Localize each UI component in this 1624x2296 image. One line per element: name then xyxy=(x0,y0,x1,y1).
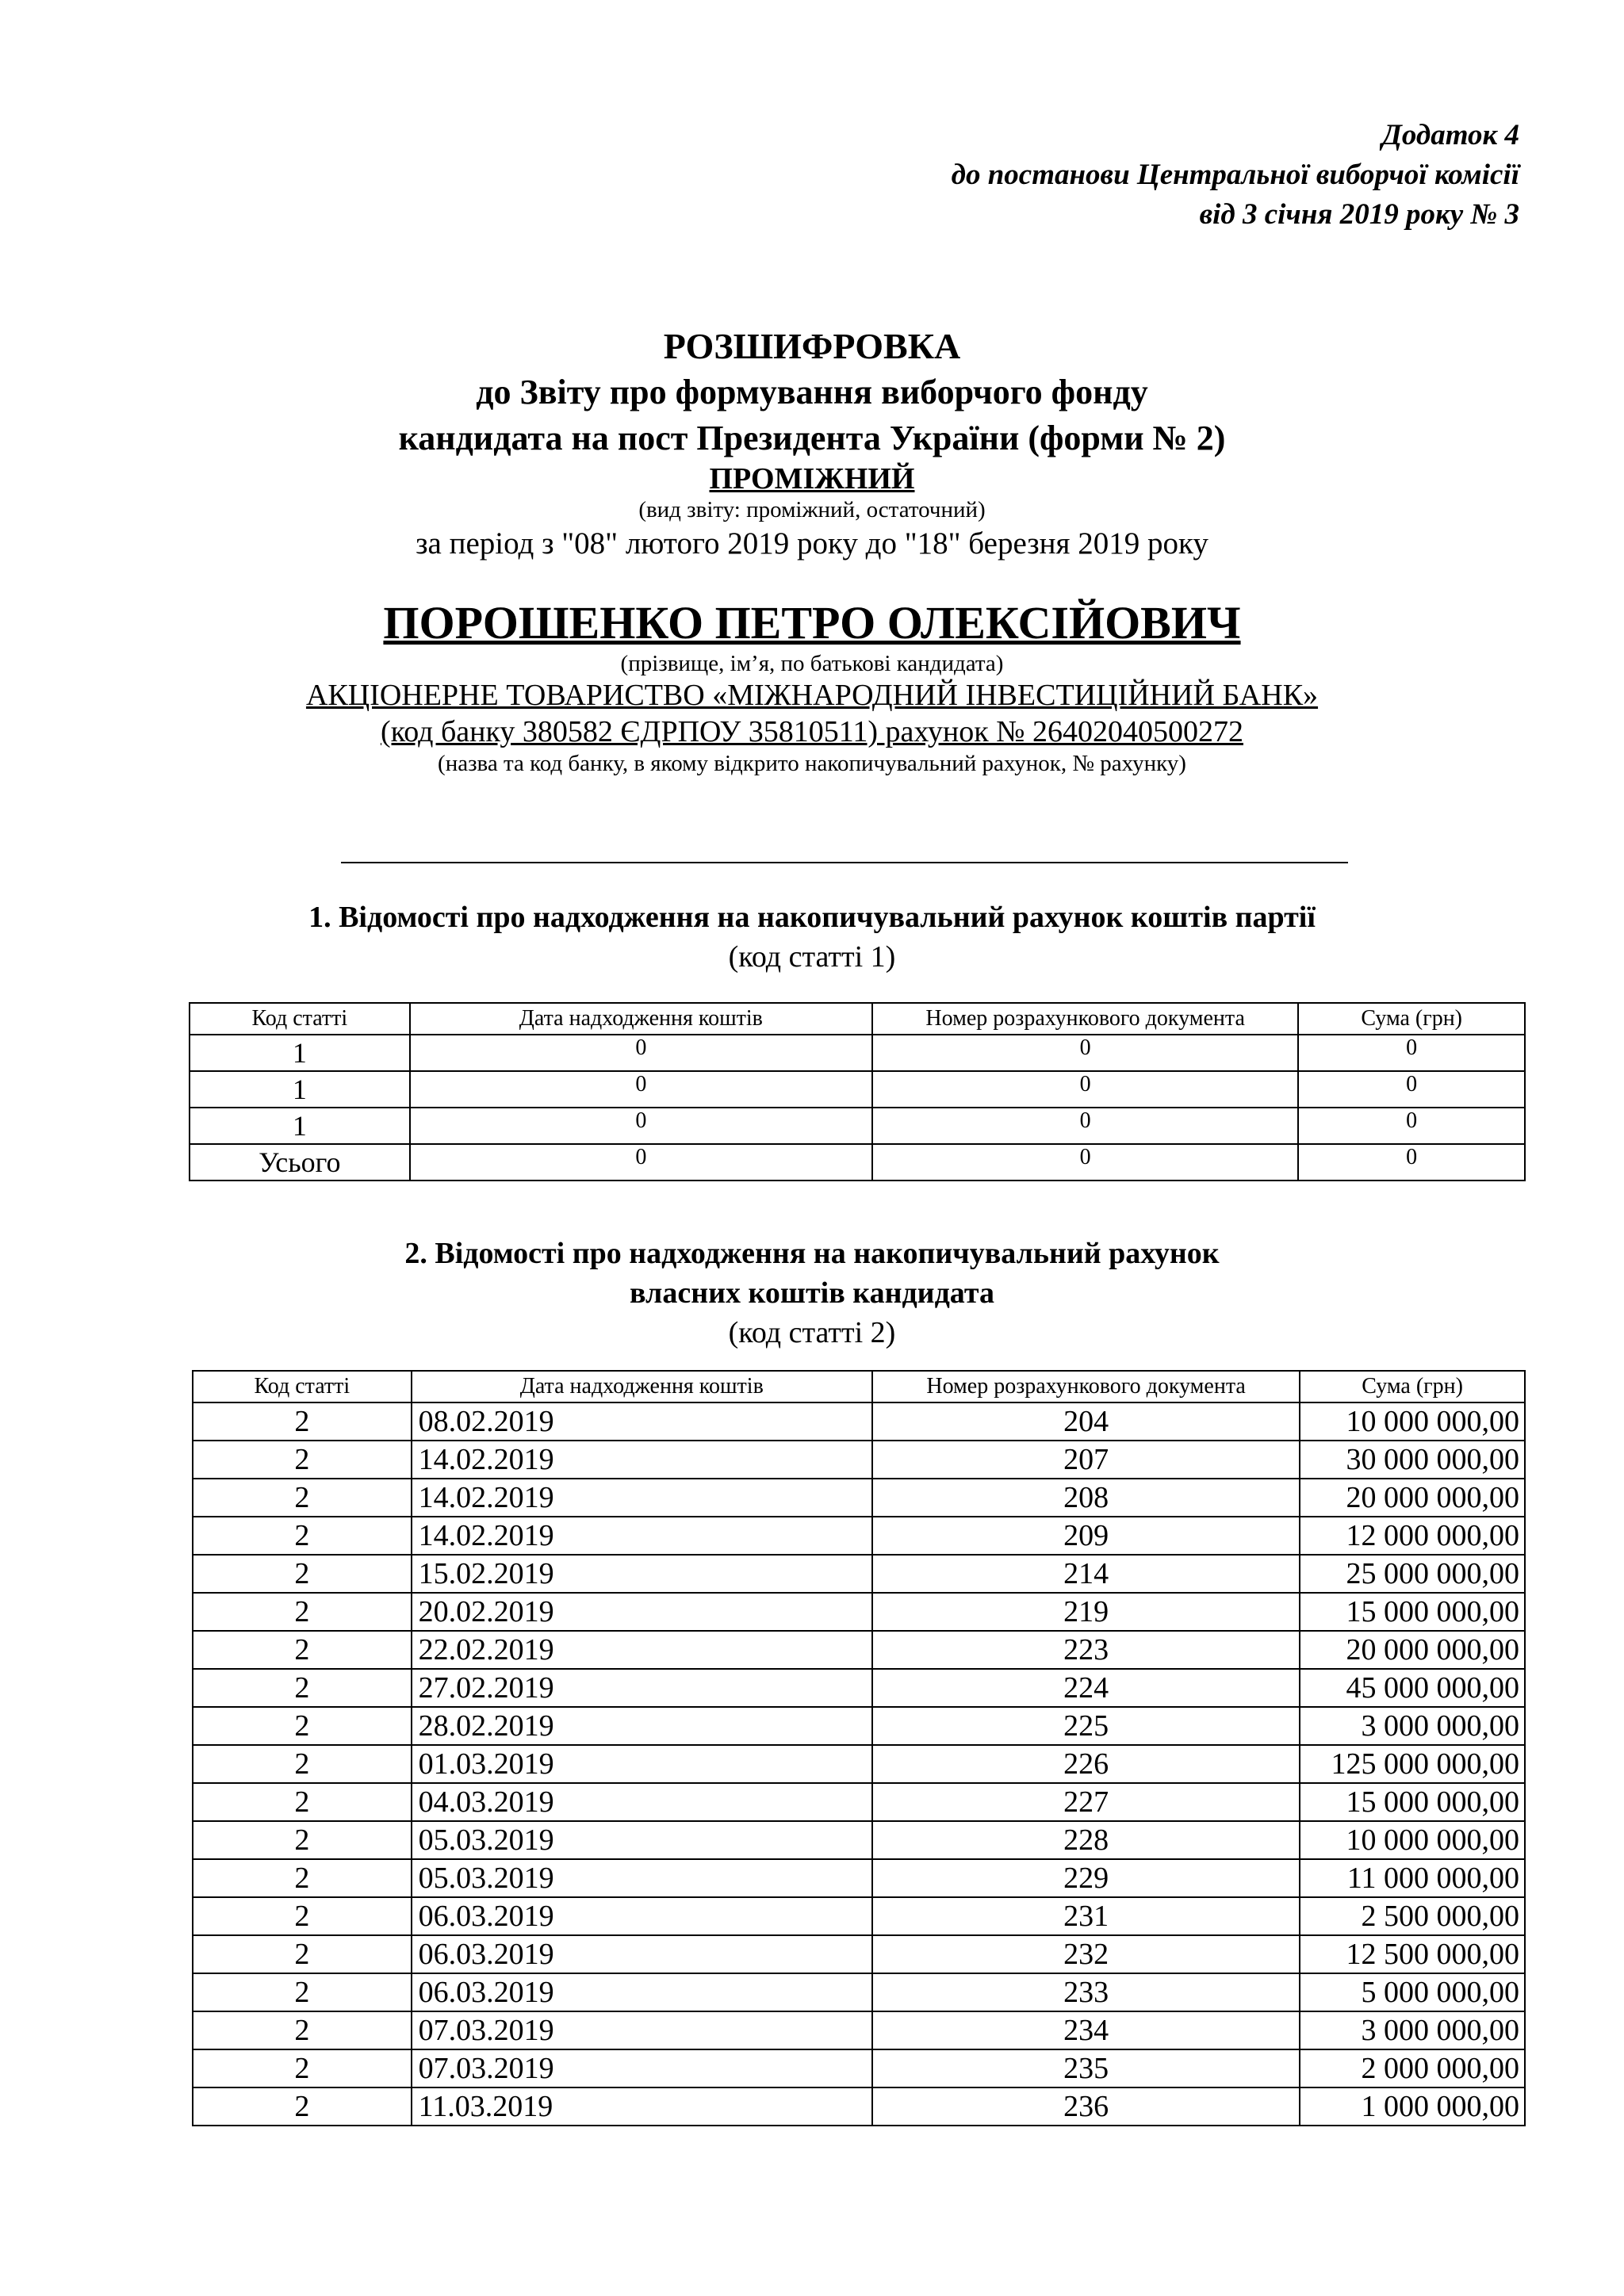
candidate-name: ПОРОШЕНКО ПЕТРО ОЛЕКСІЙОВИЧ xyxy=(383,597,1241,649)
cell-code: 2 xyxy=(193,1821,412,1859)
cell-date: 14.02.2019 xyxy=(412,1441,872,1479)
cell-doc: 227 xyxy=(872,1783,1300,1821)
table-row xyxy=(193,1897,1525,1935)
section1-table xyxy=(189,1002,1526,1181)
doc-subtitle-2: кандидата на пост Президента України (форми № 2) xyxy=(398,419,1226,457)
table-row xyxy=(190,1108,1525,1144)
cell-sum: 12 500 000,00 xyxy=(1300,1935,1525,1973)
cell-code: 2 xyxy=(193,1441,412,1479)
table-row xyxy=(193,1479,1525,1517)
cell-code: 2 xyxy=(193,1897,412,1935)
cell-doc: 228 xyxy=(872,1821,1300,1859)
section1-header xyxy=(0,897,1624,977)
report-kind: ПРОМІЖНИЙ xyxy=(709,462,915,496)
cell-date: 06.03.2019 xyxy=(412,1935,872,1973)
cell-doc: 207 xyxy=(872,1441,1300,1479)
cell-doc: 204 xyxy=(872,1402,1300,1441)
column-header: Номер розрахункового документа xyxy=(872,1003,1298,1035)
cell-doc: 235 xyxy=(872,2049,1300,2087)
cell-sum: 2 000 000,00 xyxy=(1300,2049,1525,2087)
cell-date: 05.03.2019 xyxy=(412,1859,872,1897)
table-row xyxy=(193,1441,1525,1479)
column-header: Сума (грн) xyxy=(1300,1371,1525,1402)
cell-doc: 0 xyxy=(872,1108,1298,1144)
section2-heading-2: власних коштів кандидата xyxy=(630,1276,994,1310)
cell-code: 2 xyxy=(193,1973,412,2011)
cell-sum: 10 000 000,00 xyxy=(1300,1821,1525,1859)
section2-table xyxy=(192,1370,1526,2126)
column-header: Сума (грн) xyxy=(1298,1003,1525,1035)
table-row xyxy=(193,1821,1525,1859)
table-row xyxy=(193,1935,1525,1973)
table-row xyxy=(193,1707,1525,1745)
column-header: Код статті xyxy=(190,1003,410,1035)
section2-header xyxy=(0,1234,1624,1353)
cell-code: 2 xyxy=(193,2049,412,2087)
cell-date: 0 xyxy=(410,1035,872,1071)
candidate-block xyxy=(0,596,1624,777)
table-row xyxy=(193,2049,1525,2087)
cell-doc: 0 xyxy=(872,1071,1298,1108)
cell-date: 08.02.2019 xyxy=(412,1402,872,1441)
table-row xyxy=(190,1035,1525,1071)
table-row xyxy=(193,1783,1525,1821)
annex-line-3: від 3 січня 2019 року № 3 xyxy=(1199,198,1519,231)
report-period: за період з "08" лютого 2019 року до "18" березня 2019 року xyxy=(416,526,1208,561)
column-header: Дата надходження коштів xyxy=(410,1003,872,1035)
section1-heading: 1. Відомості про надходження на накопичувальний рахунок коштів партії xyxy=(308,901,1316,934)
cell-sum: 0 xyxy=(1298,1071,1525,1108)
table-row xyxy=(193,1859,1525,1897)
cell-sum: 0 xyxy=(1298,1108,1525,1144)
cell-code: 2 xyxy=(193,1402,412,1441)
cell-code: 2 xyxy=(193,1859,412,1897)
cell-sum: 3 000 000,00 xyxy=(1300,1707,1525,1745)
cell-doc: 231 xyxy=(872,1897,1300,1935)
doc-title: РОЗШИФРОВКА xyxy=(663,326,961,366)
cell-doc: 223 xyxy=(872,1631,1300,1669)
candidate-name-note: (прізвище, ім’я, по батькові кандидата) xyxy=(620,651,1004,676)
annex-line-1: Додаток 4 xyxy=(1381,119,1519,151)
table-row xyxy=(193,2011,1525,2049)
section1-sub: (код статті 1) xyxy=(728,940,896,974)
table-row xyxy=(193,1745,1525,1783)
cell-code: 2 xyxy=(193,1707,412,1745)
annex-line-2: до постанови Центральної виборчої комісії xyxy=(951,159,1519,191)
cell-code: 2 xyxy=(193,2011,412,2049)
cell-date: 11.03.2019 xyxy=(412,2087,872,2126)
cell-sum: 1 000 000,00 xyxy=(1300,2087,1525,2126)
title-block xyxy=(0,323,1624,564)
cell-doc: 0 xyxy=(872,1035,1298,1071)
table-row xyxy=(193,1517,1525,1555)
cell-doc: 224 xyxy=(872,1669,1300,1707)
section2-heading-1: 2. Відомості про надходження на накопичувальний рахунок xyxy=(404,1237,1220,1270)
table-row xyxy=(193,1973,1525,2011)
cell-sum: 30 000 000,00 xyxy=(1300,1441,1525,1479)
cell-code: 2 xyxy=(193,1745,412,1783)
cell-sum: 20 000 000,00 xyxy=(1300,1631,1525,1669)
cell-code: 1 xyxy=(190,1035,410,1071)
cell-doc: 236 xyxy=(872,2087,1300,2126)
doc-subtitle-1: до Звіту про формування виборчого фонду xyxy=(476,373,1148,411)
table-row xyxy=(193,1402,1525,1441)
cell-date: 0 xyxy=(410,1144,872,1181)
bank-note: (назва та код банку, в якому відкрито накопичувальний рахунок, № рахунку) xyxy=(438,751,1186,776)
cell-date: 07.03.2019 xyxy=(412,2049,872,2087)
cell-date: 14.02.2019 xyxy=(412,1479,872,1517)
cell-code: 2 xyxy=(193,1631,412,1669)
bank-name: АКЦІОНЕРНЕ ТОВАРИСТВО «МІЖНАРОДНИЙ ІНВЕСТИЦІЙНИЙ БАНК» xyxy=(305,679,1319,712)
cell-sum: 5 000 000,00 xyxy=(1300,1973,1525,2011)
cell-date: 07.03.2019 xyxy=(412,2011,872,2049)
report-kind-note: (вид звіту: проміжний, остаточний) xyxy=(638,497,986,522)
cell-date: 27.02.2019 xyxy=(412,1669,872,1707)
column-header: Номер розрахункового документа xyxy=(872,1371,1300,1402)
cell-date: 20.02.2019 xyxy=(412,1593,872,1631)
cell-date: 28.02.2019 xyxy=(412,1707,872,1745)
cell-code: 1 xyxy=(190,1071,410,1108)
cell-date: 04.03.2019 xyxy=(412,1783,872,1821)
table-row xyxy=(193,1555,1525,1593)
cell-sum: 3 000 000,00 xyxy=(1300,2011,1525,2049)
cell-doc: 233 xyxy=(872,1973,1300,2011)
separator-line xyxy=(341,862,1348,863)
table-row xyxy=(193,1669,1525,1707)
cell-code: 2 xyxy=(193,1517,412,1555)
cell-sum: 45 000 000,00 xyxy=(1300,1669,1525,1707)
section2-table-body xyxy=(193,1402,1525,2126)
cell-code: 2 xyxy=(193,2087,412,2126)
cell-sum: 11 000 000,00 xyxy=(1300,1859,1525,1897)
section2-sub: (код статті 2) xyxy=(728,1316,896,1349)
cell-sum: 25 000 000,00 xyxy=(1300,1555,1525,1593)
cell-doc: 226 xyxy=(872,1745,1300,1783)
table-header-row xyxy=(193,1371,1525,1402)
cell-sum: 0 xyxy=(1298,1144,1525,1181)
cell-doc: 225 xyxy=(872,1707,1300,1745)
table-row xyxy=(193,1593,1525,1631)
cell-doc: 219 xyxy=(872,1593,1300,1631)
cell-sum: 125 000 000,00 xyxy=(1300,1745,1525,1783)
cell-doc: 234 xyxy=(872,2011,1300,2049)
table-row xyxy=(193,2087,1525,2126)
cell-sum: 15 000 000,00 xyxy=(1300,1783,1525,1821)
cell-date: 06.03.2019 xyxy=(412,1973,872,2011)
bank-details: (код банку 380582 ЄДРПОУ 35810511) рахунок № 26402040500272 xyxy=(381,715,1243,748)
cell-doc: 209 xyxy=(872,1517,1300,1555)
table-row xyxy=(193,1631,1525,1669)
cell-date: 22.02.2019 xyxy=(412,1631,872,1669)
cell-date: 0 xyxy=(410,1071,872,1108)
column-header: Код статті xyxy=(193,1371,412,1402)
cell-doc: 229 xyxy=(872,1859,1300,1897)
cell-date: 01.03.2019 xyxy=(412,1745,872,1783)
cell-doc: 208 xyxy=(872,1479,1300,1517)
table-header-row xyxy=(190,1003,1525,1035)
cell-date: 06.03.2019 xyxy=(412,1897,872,1935)
cell-date: 05.03.2019 xyxy=(412,1821,872,1859)
cell-doc: 0 xyxy=(872,1144,1298,1181)
cell-date: 15.02.2019 xyxy=(412,1555,872,1593)
cell-sum: 0 xyxy=(1298,1035,1525,1071)
cell-code: 2 xyxy=(193,1669,412,1707)
cell-sum: 2 500 000,00 xyxy=(1300,1897,1525,1935)
cell-doc: 214 xyxy=(872,1555,1300,1593)
cell-code: 1 xyxy=(190,1108,410,1144)
cell-sum: 15 000 000,00 xyxy=(1300,1593,1525,1631)
cell-doc: 232 xyxy=(872,1935,1300,1973)
cell-date: 14.02.2019 xyxy=(412,1517,872,1555)
cell-code: 2 xyxy=(193,1783,412,1821)
cell-sum: 20 000 000,00 xyxy=(1300,1479,1525,1517)
table-row xyxy=(190,1071,1525,1108)
cell-code: 2 xyxy=(193,1555,412,1593)
annex-block xyxy=(952,116,1519,235)
cell-sum: 10 000 000,00 xyxy=(1300,1402,1525,1441)
table-total-row xyxy=(190,1144,1525,1181)
cell-sum: 12 000 000,00 xyxy=(1300,1517,1525,1555)
cell-code: 2 xyxy=(193,1935,412,1973)
cell-code: 2 xyxy=(193,1593,412,1631)
cell-total-label: Усього xyxy=(190,1144,410,1181)
column-header: Дата надходження коштів xyxy=(412,1371,872,1402)
cell-date: 0 xyxy=(410,1108,872,1144)
cell-code: 2 xyxy=(193,1479,412,1517)
